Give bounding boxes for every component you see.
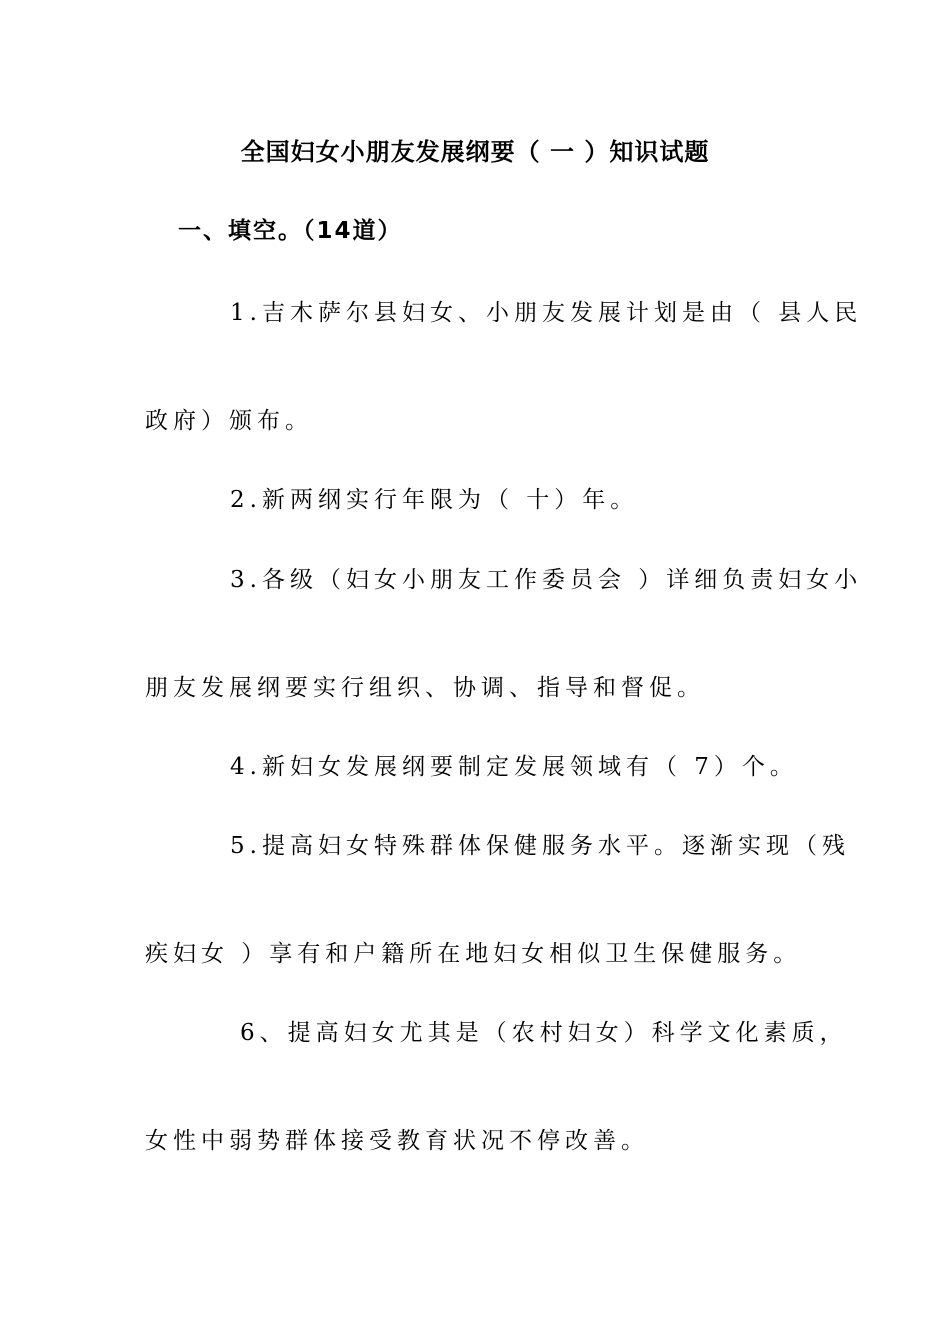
question-6-line-2: 女性中弱势群体接受教育状况不停改善。 [145, 1128, 649, 1154]
question-3-line-2: 朋友发展纲要实行组织、协调、指导和督促。 [145, 675, 705, 701]
question-1-line-1: 1.吉木萨尔县妇女、小朋友发展计划是由（ 县人民 [230, 300, 863, 326]
question-6-line-1: 6、提高妇女尤其是（农村妇女）科学文化素质， [240, 1020, 848, 1046]
question-5-line-2: 疾妇女 ）享有和户籍所在地妇女相似卫生保健服务。 [145, 941, 802, 967]
question-1-line-2: 政府）颁布。 [145, 408, 313, 434]
page-title: 全国妇女小朋友发展纲要（ 一 ）知识试题 [240, 138, 710, 166]
question-5-line-1: 5.提高妇女特殊群体保健服务水平。逐渐实现（残 [230, 833, 850, 859]
question-2-line-1: 2.新两纲实行年限为（ 十）年。 [230, 487, 639, 513]
section-heading: 一、填空。（14道） [178, 218, 403, 244]
question-3-line-1: 3.各级（妇女小朋友工作委员会 ）详细负责妇女小 [230, 567, 863, 593]
question-4-line-1: 4.新妇女发展纲要制定发展领域有（ 7）个。 [230, 754, 798, 780]
